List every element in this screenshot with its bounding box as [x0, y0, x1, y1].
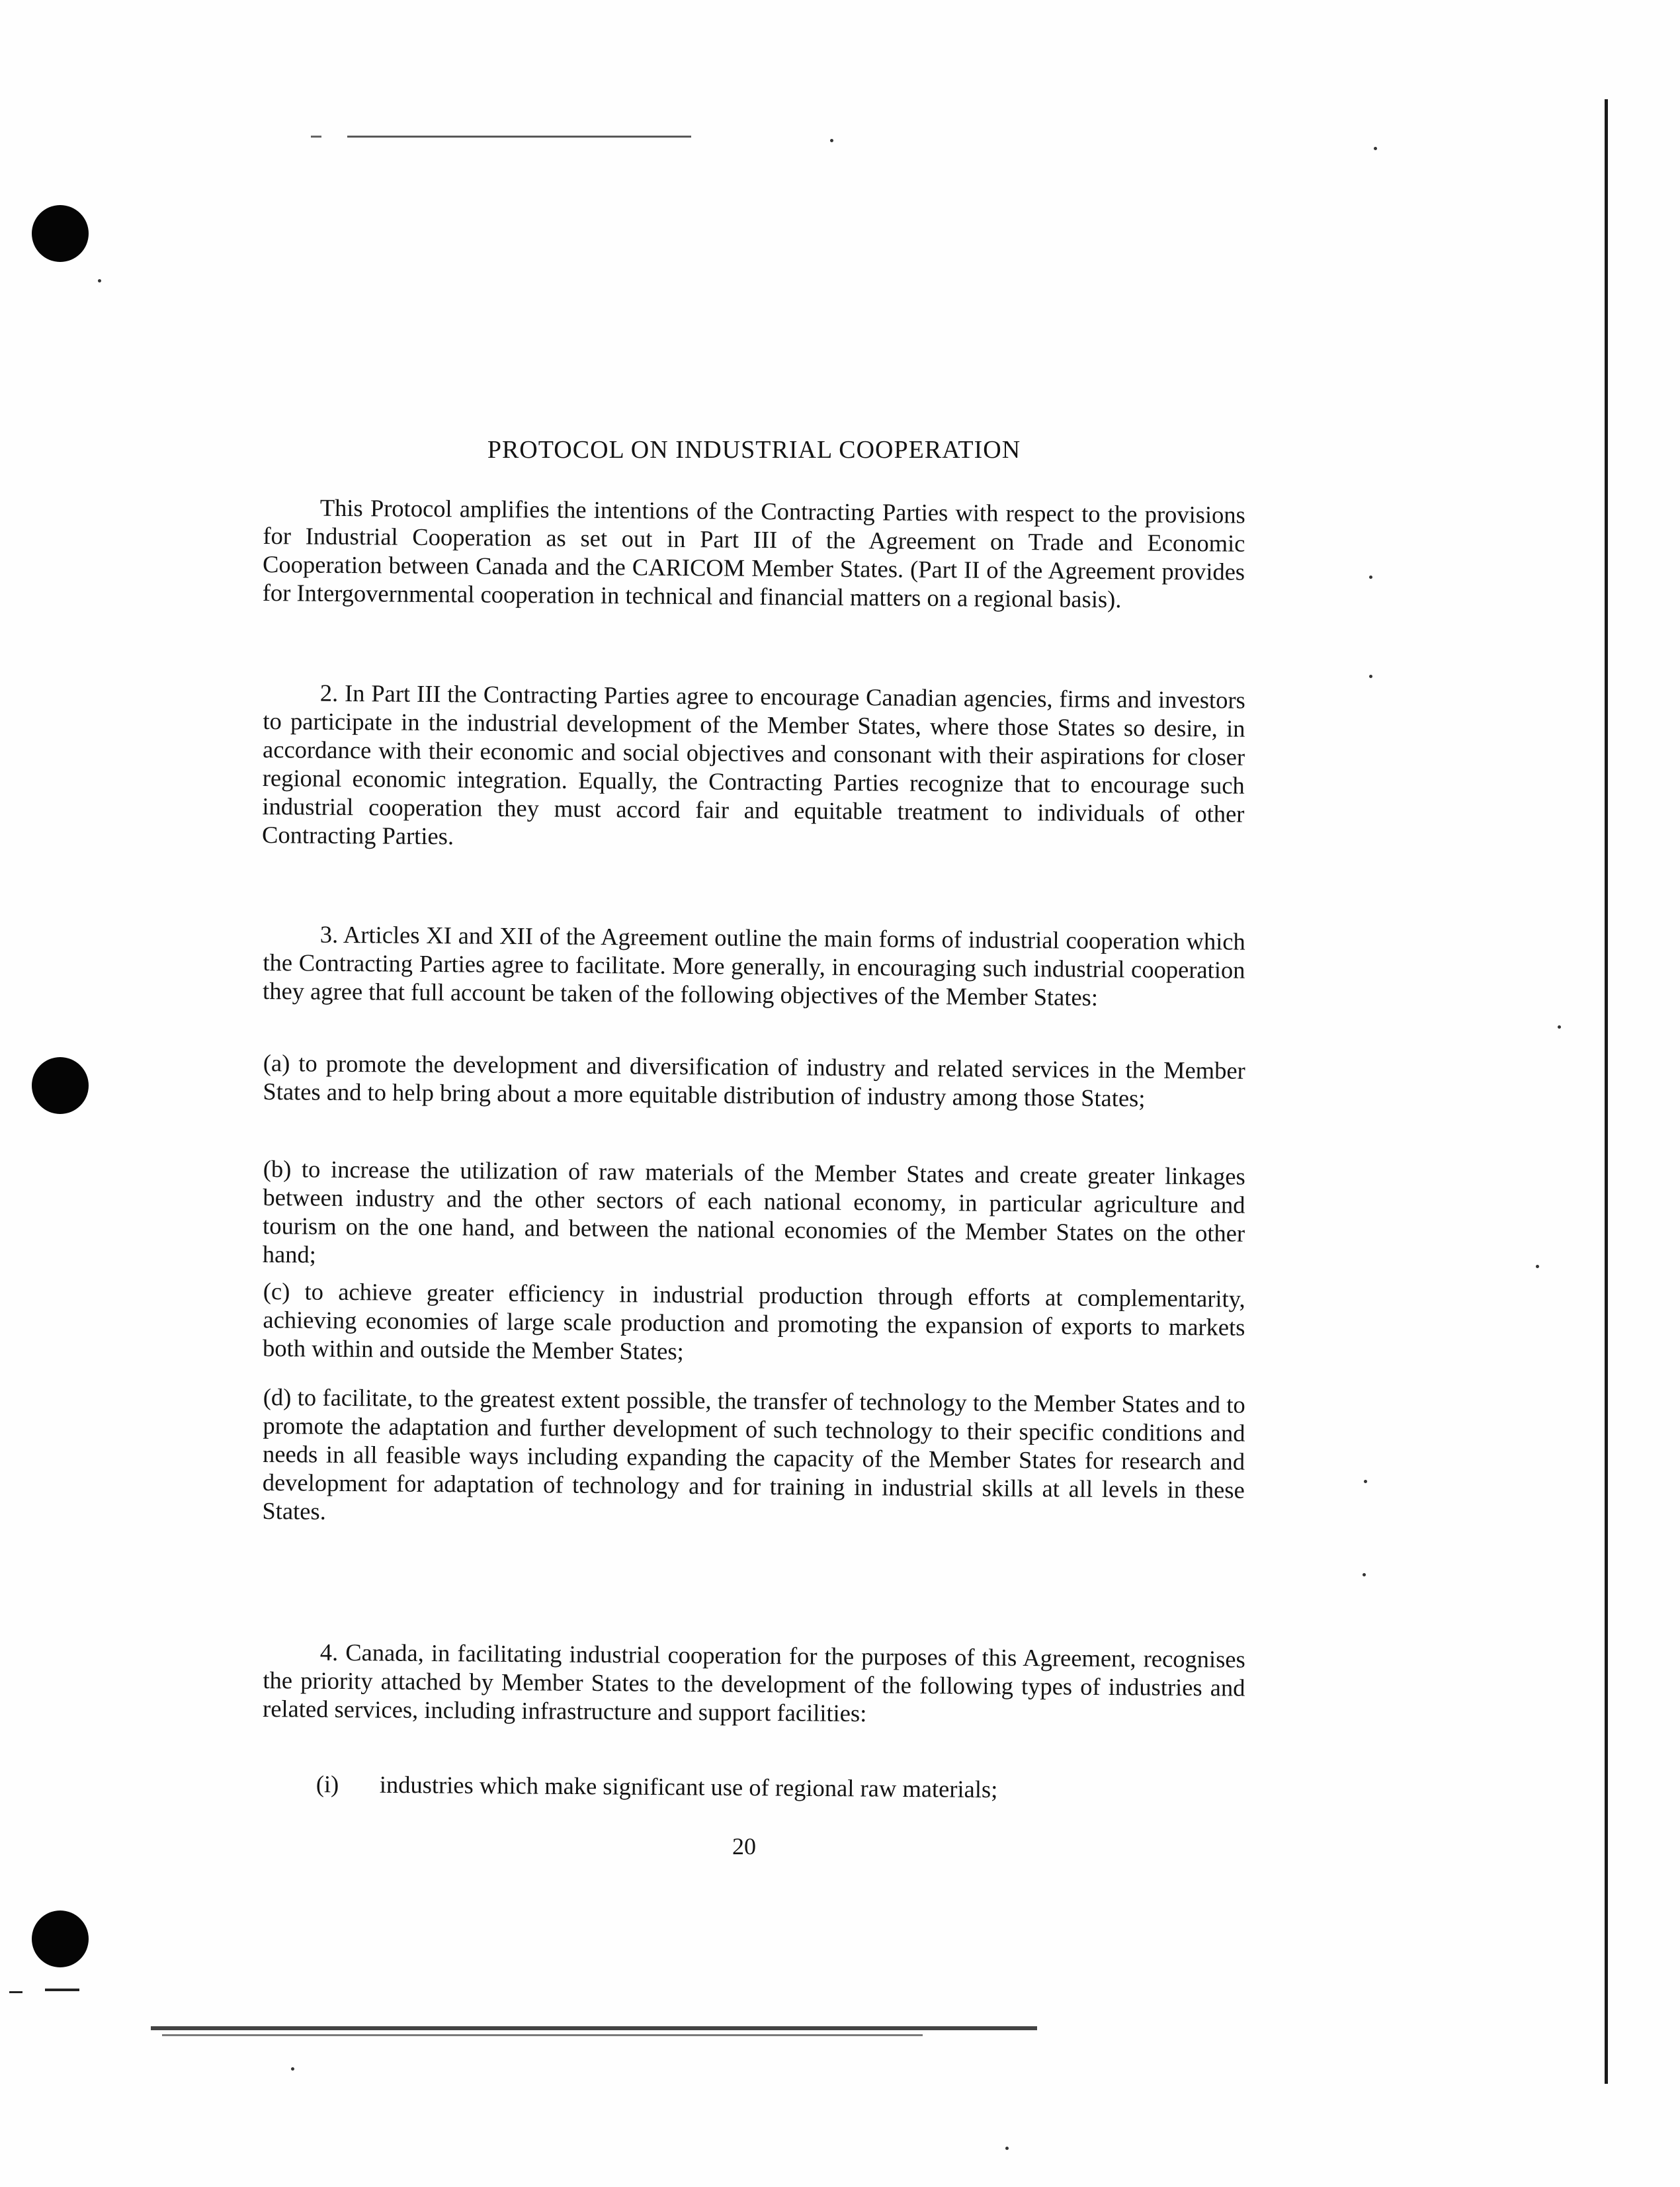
punch-hole — [32, 205, 89, 262]
scan-artifact-line — [151, 2026, 1037, 2030]
objective-a — [263, 1049, 1245, 1113]
scan-speck — [1364, 1480, 1367, 1483]
scan-artifact-line — [311, 136, 321, 138]
list-marker: (i) — [315, 1770, 339, 1798]
page-title: PROTOCOL ON INDUSTRIAL COOPERATION — [487, 436, 1021, 464]
scan-artifact-line — [347, 136, 691, 138]
page-edge-line — [1605, 99, 1608, 2084]
objective-text: (b) to increase the utilization of raw materials of the Member States and create greater linkages between industry and the other sectors of each national economy, in particular agriculture and tourism on the one hand, and between the national economies of the Member States on the other hand; — [262, 1155, 1245, 1268]
scan-speck — [1374, 147, 1377, 150]
objective-d — [262, 1383, 1245, 1533]
paragraph-4 — [263, 1637, 1245, 1731]
punch-hole — [32, 1910, 89, 1967]
paragraph-text: This Protocol amplifies the intentions of the Contracting Parties with respect to the provisions for Industrial Cooperation as set out in Part III of the Agreement on Trade and Economic Cooperation between Canada and the CARICOM Member States. (Part II of the Agreement provides for Intergovernmental cooperation in technical and financial matters on a regional basis). — [262, 493, 1245, 613]
punch-hole — [32, 1057, 89, 1114]
scan-speck — [1369, 675, 1372, 678]
page-number: 20 — [732, 1833, 756, 1860]
scan-speck — [830, 139, 833, 142]
paragraph-text: 2. In Part III the Contracting Parties agree to encourage Canadian agencies, firms and investors to participate in the industrial development of the Member States, where those States so desire, in accordance with their economic and social objectives and consonant with their aspirations for closer regional economic integration. Equally, the Contracting Parties recognize that to encourage such industrial cooperation they must accord fair and equitable treatment to individuals of other Contracting Parties. — [261, 679, 1245, 850]
objective-b — [263, 1154, 1245, 1276]
paragraph-text: 4. Canada, in facilitating industrial cooperation for the purposes of this Agreement, recognises the priority attached by Member States to the development of the following types of industries and related services, including infrastructure and support facilities: — [262, 1638, 1245, 1727]
scan-speck — [1005, 2147, 1009, 2150]
objective-text: (a) to promote the development and diversification of industry and related services in the Member States and to help bring about a more equitable distribution of industry among those States; — [263, 1049, 1245, 1112]
paragraph-2 — [262, 678, 1245, 857]
paragraph-3 — [263, 920, 1245, 1013]
scan-artifact-line — [162, 2034, 923, 2036]
objective-text: (c) to achieve greater efficiency in industrial production through efforts at complementarity, achieving economies of large scale production and promoting the expansion of exports to markets both within and outside the Member States; — [262, 1277, 1245, 1365]
list-item-text: industries which make significant use of regional raw materials; — [379, 1770, 998, 1803]
scan-artifact-line — [9, 1991, 22, 1993]
scan-speck — [291, 2067, 294, 2071]
objective-text: (d) to facilitate, to the greatest extent possible, the transfer of technology to the Member States and to promote the adaptation and further development of such technology to their specific conditions and needs in all feasible ways including expanding the capacity of the Member States for research and development for adaptation of technology and for training in industrial skills at all levels in these States. — [262, 1383, 1245, 1525]
scan-speck — [1363, 1573, 1366, 1576]
scan-artifact-line — [45, 1989, 79, 1991]
scan-speck — [1536, 1265, 1539, 1268]
objective-c — [263, 1277, 1245, 1370]
scan-speck — [1369, 576, 1372, 579]
scan-speck — [98, 279, 101, 282]
scan-speck — [1558, 1025, 1561, 1029]
paragraph-intro — [263, 493, 1245, 615]
paragraph-text: 3. Articles XI and XII of the Agreement outline the main forms of industrial cooperation which the Contracting Parties agree to facilitate. More generally, in encouraging such industrial cooperation they agree that full account be taken of the following objectives of the Member States: — [262, 920, 1245, 1011]
list-item-i — [316, 1770, 1242, 1805]
